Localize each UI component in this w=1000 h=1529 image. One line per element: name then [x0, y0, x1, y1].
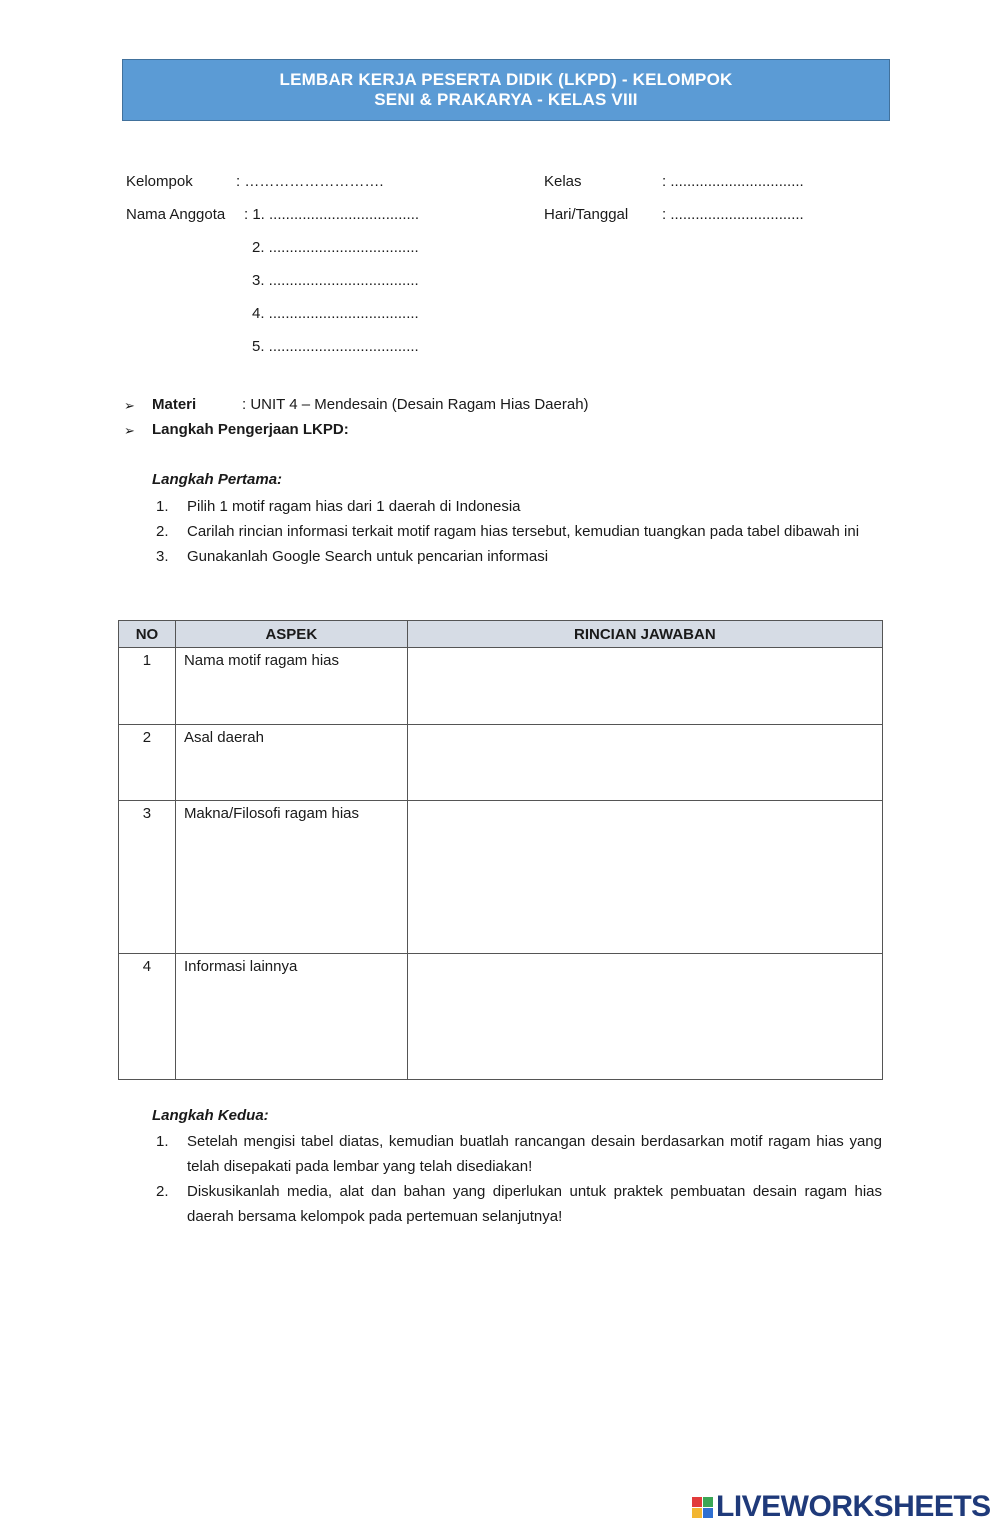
- row-aspek: Asal daerah: [175, 725, 407, 801]
- liveworksheets-logo: [692, 1490, 991, 1524]
- header-rincian: RINCIAN JAWABAN: [407, 621, 882, 648]
- answer-cell[interactable]: [407, 648, 882, 725]
- row-no: 4: [119, 954, 176, 1080]
- answer-cell[interactable]: [407, 954, 882, 1080]
- title-line-2: SENI & PRAKARYA - KELAS VIII: [374, 90, 638, 109]
- answer-cell[interactable]: [407, 725, 882, 801]
- kelompok-label: Kelompok: [126, 173, 193, 190]
- row-no: 3: [119, 801, 176, 954]
- langkah-heading: Langkah Pengerjaan LKPD:: [152, 421, 349, 438]
- materi-label: Materi: [152, 396, 197, 413]
- materi-value: : UNIT 4 – Mendesain (Desain Ragam Hias Daerah): [242, 396, 589, 413]
- kelas-label: Kelas: [544, 173, 582, 190]
- liveworksheets-mark-icon: [692, 1497, 713, 1518]
- member-field-1[interactable]: : 1. ....................................: [244, 206, 420, 223]
- row-aspek: Informasi lainnya: [175, 954, 407, 1080]
- member-field-4[interactable]: 4. ....................................: [252, 305, 419, 322]
- table-row: [119, 801, 883, 954]
- nama-anggota-label: Nama Anggota: [126, 206, 226, 223]
- list-item: 2. Carilah rincian informasi terkait motif ragam hias tersebut, kemudian tuangkan pada tabel dibawah ini: [156, 523, 860, 540]
- member-field-2[interactable]: 2. ....................................: [252, 239, 419, 256]
- table-row: [119, 648, 883, 725]
- arrow-bullet-icon: ➢: [124, 423, 135, 438]
- step1-list: [156, 494, 882, 569]
- header-aspek: ASPEK: [175, 621, 407, 648]
- kelompok-field[interactable]: : ……………………….: [236, 173, 384, 190]
- row-no: 2: [119, 725, 176, 801]
- table-header-row: [119, 621, 883, 648]
- hari-tanggal-label: Hari/Tanggal: [544, 206, 629, 223]
- liveworksheets-wordmark: LIVEWORKSHEETS: [716, 1490, 991, 1523]
- step2-title: Langkah Kedua:: [152, 1107, 269, 1124]
- header-no: NO: [119, 621, 176, 648]
- table-row: [119, 725, 883, 801]
- title-line-1: LEMBAR KERJA PESERTA DIDIK (LKPD) - KELOMPOK: [279, 70, 733, 89]
- worksheet-title: [122, 59, 890, 121]
- list-item: 3. Gunakanlah Google Search untuk pencarian informasi: [156, 548, 549, 565]
- answer-cell[interactable]: [407, 801, 882, 954]
- member-field-5[interactable]: 5. ....................................: [252, 338, 419, 355]
- kelas-field[interactable]: : ................................: [662, 173, 804, 190]
- table-row: [119, 954, 883, 1080]
- step2-list: [156, 1129, 882, 1229]
- row-aspek: Makna/Filosofi ragam hias: [175, 801, 407, 954]
- arrow-bullet-icon: ➢: [124, 398, 135, 413]
- step1-title: Langkah Pertama:: [152, 471, 283, 488]
- aspek-table: [118, 620, 883, 1080]
- list-item: 2. Diskusikanlah media, alat dan bahan yang diperlukan untuk praktek pembuatan desain ragam hias daerah bersama kelompok pada pertemuan selanjutnya!: [156, 1183, 882, 1225]
- list-item: 1. Setelah mengisi tabel diatas, kemudian buatlah rancangan desain berdasarkan motif ragam hias yang telah disepakati pada lembar yang telah disediakan!: [156, 1133, 882, 1175]
- member-field-3[interactable]: 3. ....................................: [252, 272, 419, 289]
- hari-tanggal-field[interactable]: : ................................: [662, 206, 804, 223]
- row-no: 1: [119, 648, 176, 725]
- list-item: 1. Pilih 1 motif ragam hias dari 1 daerah di Indonesia: [156, 498, 521, 515]
- row-aspek: Nama motif ragam hias: [175, 648, 407, 725]
